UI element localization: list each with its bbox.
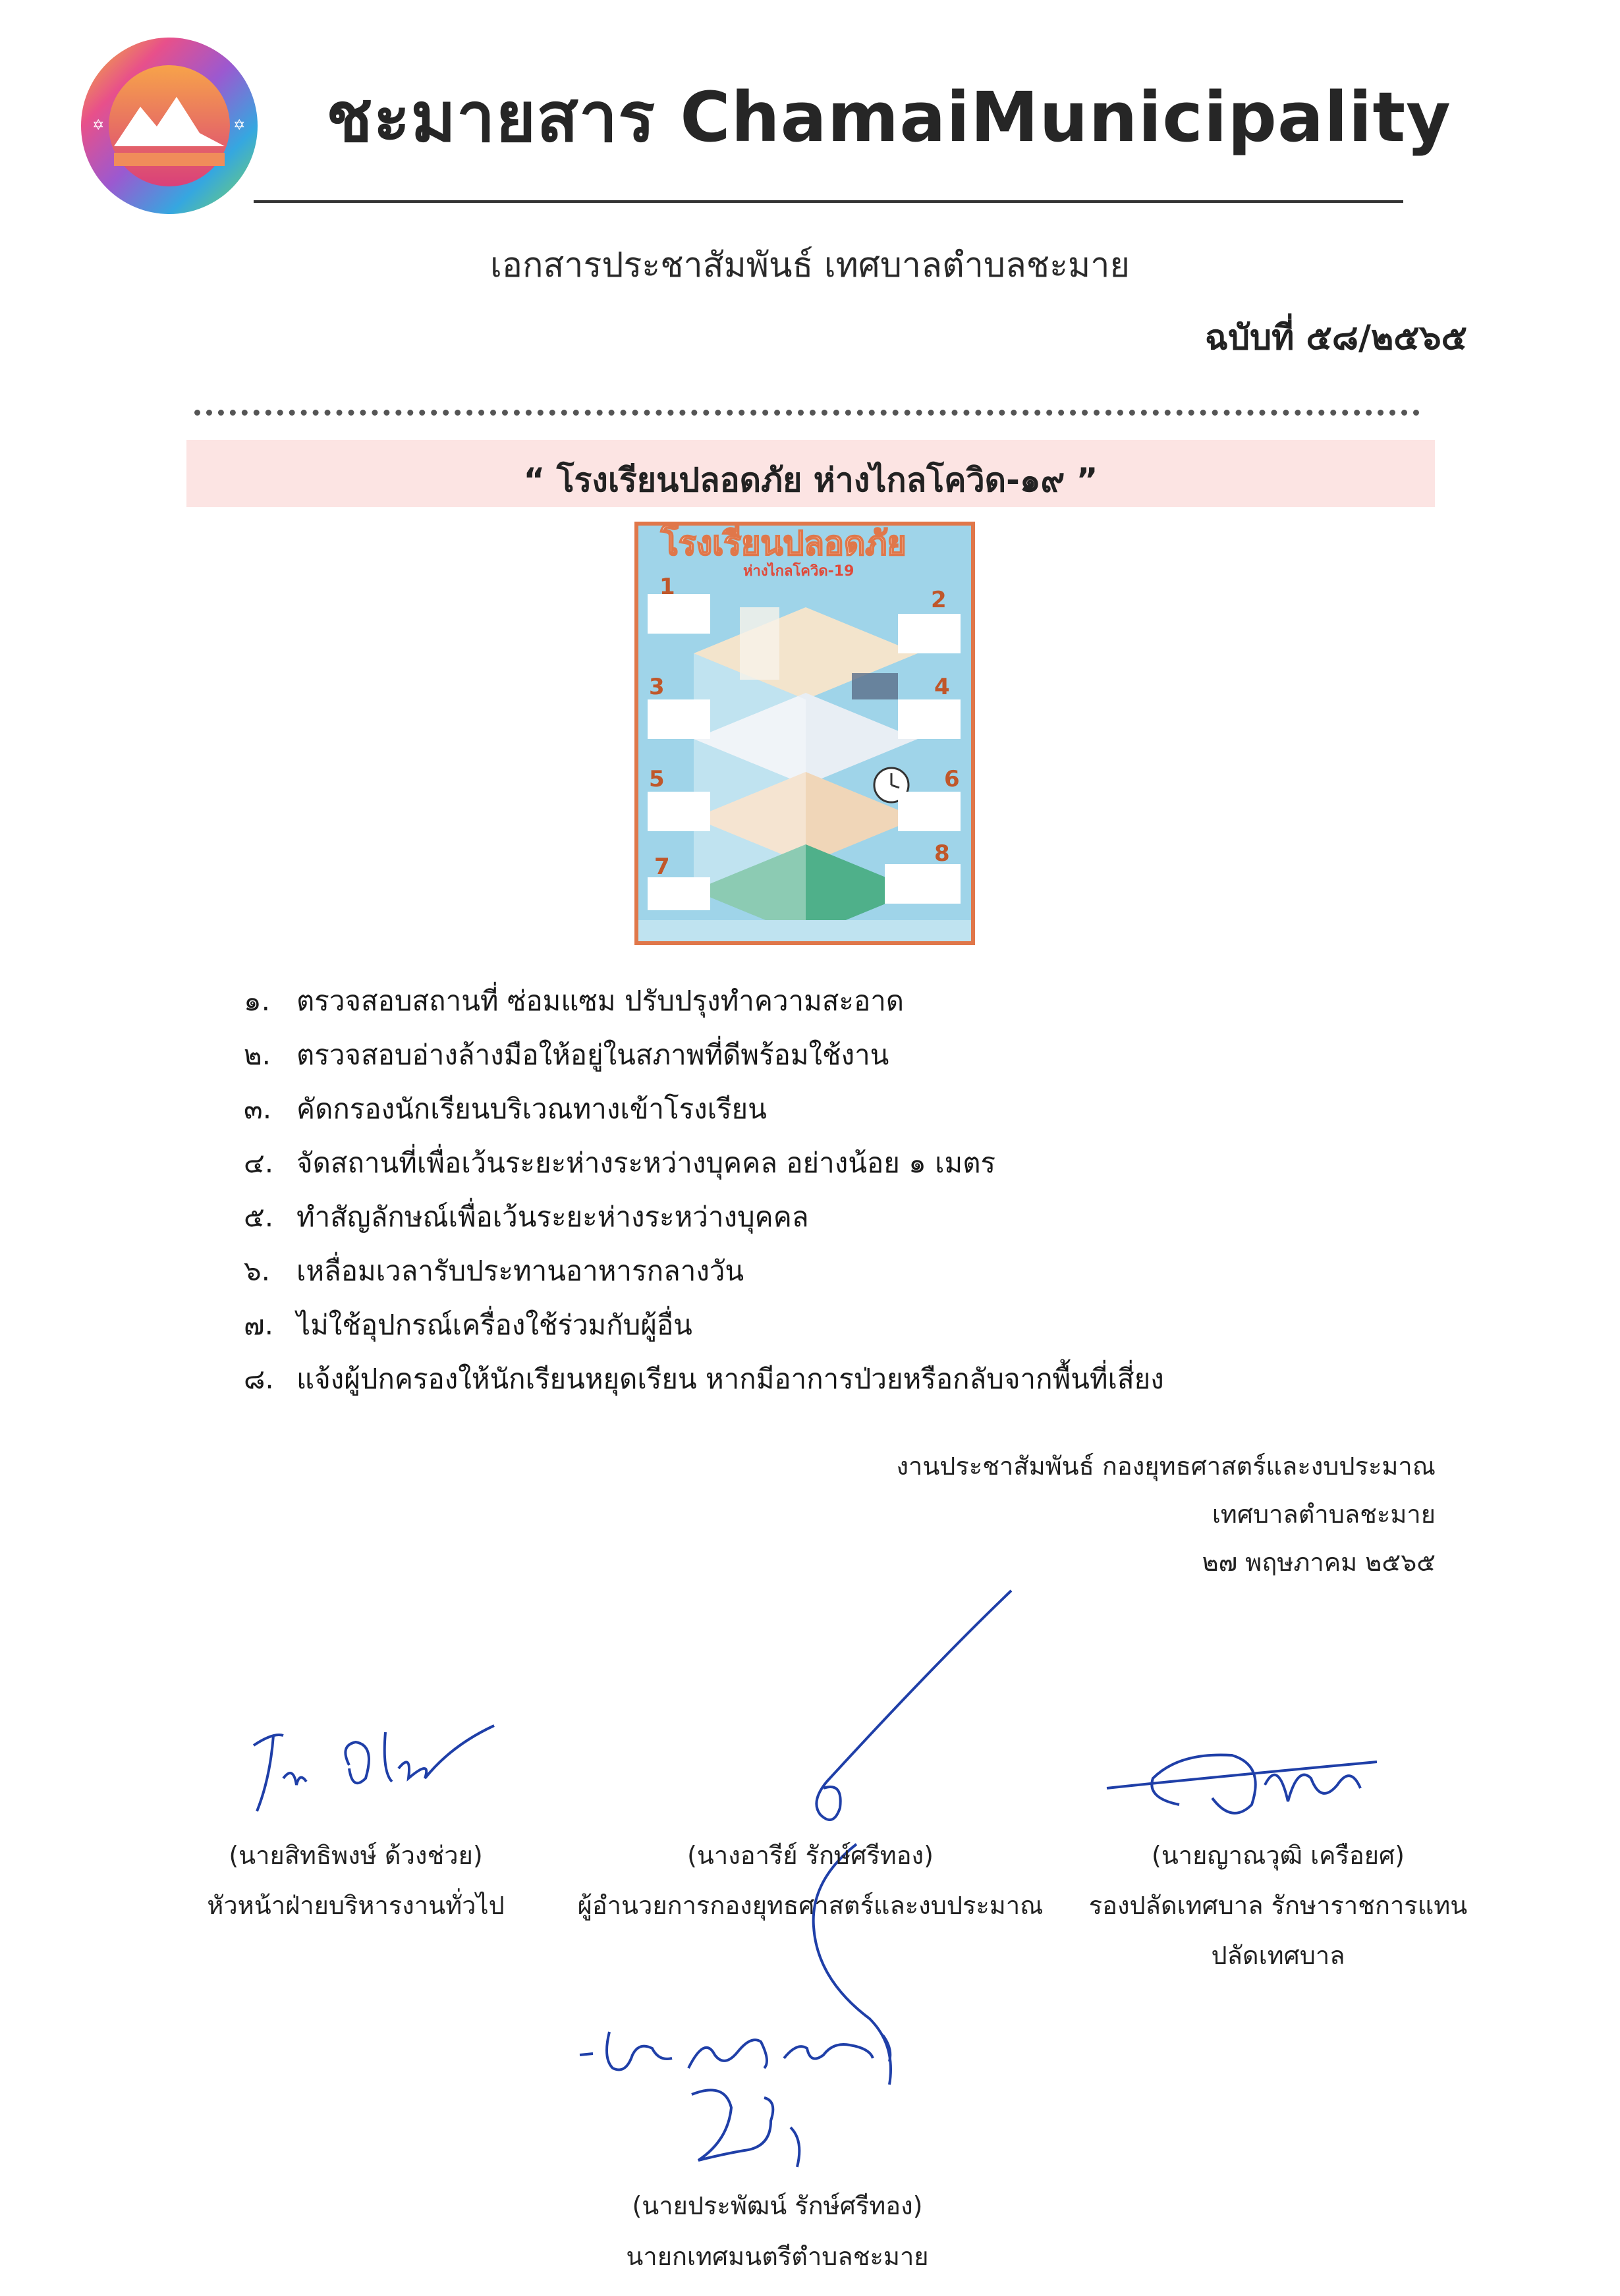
list-item xyxy=(244,1035,1495,1089)
item-text: ตรวจสอบสถานที่ ซ่อมแซม ปรับปรุงทำความสะอาด xyxy=(296,985,905,1017)
item-text: ทำสัญลักษณ์เพื่อเว้นระยะห่างระหว่างบุคคล xyxy=(296,1201,809,1233)
signatory-title: รองปลัดเทศบาล รักษาราชการแทน xyxy=(1088,1891,1468,1920)
measures-list xyxy=(244,981,1495,1413)
list-item xyxy=(244,1359,1495,1413)
svg-text:✡: ✡ xyxy=(233,117,246,134)
item-text: เหลื่อมเวลารับประทานอาหารกลางวัน xyxy=(296,1255,744,1287)
list-item xyxy=(244,1305,1495,1359)
item-number: ๔. xyxy=(244,1147,274,1179)
poster-number: 1 xyxy=(659,574,675,600)
signatory-title: หัวหน้าฝ่ายบริหารงานทั่วไป xyxy=(207,1891,505,1920)
issue-number: ฉบับที่ ๕๘/๒๕๖๕ xyxy=(1204,318,1467,358)
signature-4 xyxy=(573,1996,942,2193)
item-text: แจ้งผู้ปกครองให้นักเรียนหยุดเรียน หากมีอาการป่วยหรือกลับจากพื้นที่เสี่ยง xyxy=(296,1363,1164,1395)
publisher-unit: งานประชาสัมพันธ์ กองยุทธศาสตร์และงบประมาณ xyxy=(896,1452,1436,1481)
signatory-title: นายกเทศมนตรีตำบลชะมาย xyxy=(626,2242,929,2271)
item-number: ๕. xyxy=(244,1201,274,1233)
signatory-name: (นายญาณวุฒิ เครือยศ) xyxy=(1152,1841,1405,1870)
item-text: คัดกรองนักเรียนบริเวณทางเข้าโรงเรียน xyxy=(296,1093,767,1125)
poster-number: 4 xyxy=(934,674,950,700)
signatory-name: (นายสิทธิพงษ์ ด้วงช่วย) xyxy=(229,1841,483,1870)
list-item xyxy=(244,1089,1495,1143)
poster-number: 7 xyxy=(654,854,670,880)
poster-heading: โรงเรียนปลอดภัย xyxy=(661,524,907,562)
publisher-org: เทศบาลตำบลชะมาย xyxy=(1212,1500,1436,1529)
item-number: ๗. xyxy=(244,1309,273,1341)
document-subtitle: เอกสารประชาสัมพันธ์ เทศบาลตำบลชะมาย xyxy=(490,246,1130,285)
poster-subheading: ห่างไกลโควิด-19 xyxy=(743,563,854,580)
item-text: ตรวจสอบอ่างล้างมือให้อยู่ในสภาพที่ดีพร้อมใช้งาน xyxy=(296,1039,889,1071)
announcement-title: “ โรงเรียนปลอดภัย ห่างไกลโควิด-๑๙ ” xyxy=(523,461,1098,499)
infographic-poster xyxy=(634,522,975,945)
list-item xyxy=(244,1251,1495,1305)
title-band xyxy=(186,440,1435,507)
item-number: ๒. xyxy=(244,1039,271,1071)
poster-number: 3 xyxy=(649,674,665,700)
list-item xyxy=(244,1197,1495,1251)
poster-number: 2 xyxy=(931,587,947,613)
list-item xyxy=(244,981,1495,1035)
poster-number: 5 xyxy=(649,766,665,792)
signatory-name: (นายประพัฒน์ รักษ์ศรีทอง) xyxy=(632,2191,923,2220)
masthead-title: ชะมายสาร ChamaiMunicipality xyxy=(326,77,1451,157)
list-item xyxy=(244,1143,1495,1197)
signature-1 xyxy=(234,1706,511,1824)
signatory-title-line2: ปลัดเทศบาล xyxy=(1211,1941,1345,1970)
svg-text:✡: ✡ xyxy=(92,117,105,134)
poster-number: 8 xyxy=(934,840,950,867)
signatory-title: ผู้อำนวยการกองยุทธศาสตร์และงบประมาณ xyxy=(577,1891,1044,1920)
header-divider xyxy=(254,200,1403,203)
signature-3 xyxy=(1100,1726,1423,1831)
poster-number: 6 xyxy=(944,766,960,792)
item-number: ๖. xyxy=(244,1255,271,1287)
publish-date: ๒๗ พฤษภาคม ๒๕๖๕ xyxy=(1202,1548,1436,1577)
item-text: จัดสถานที่เพื่อเว้นระยะห่างระหว่างบุคคล อย่างน้อย ๑ เมตร xyxy=(296,1147,996,1179)
item-number: ๑. xyxy=(244,985,271,1017)
dotted-divider xyxy=(194,410,1420,416)
item-number: ๘. xyxy=(244,1363,274,1395)
municipality-logo xyxy=(78,34,261,217)
item-text: ไม่ใช้อุปกรณ์เครื่องใช้ร่วมกับผู้อื่น xyxy=(296,1309,692,1341)
signatory-name: (นางอารีย์ รักษ์ศรีทอง) xyxy=(687,1841,934,1870)
item-number: ๓. xyxy=(244,1093,272,1125)
